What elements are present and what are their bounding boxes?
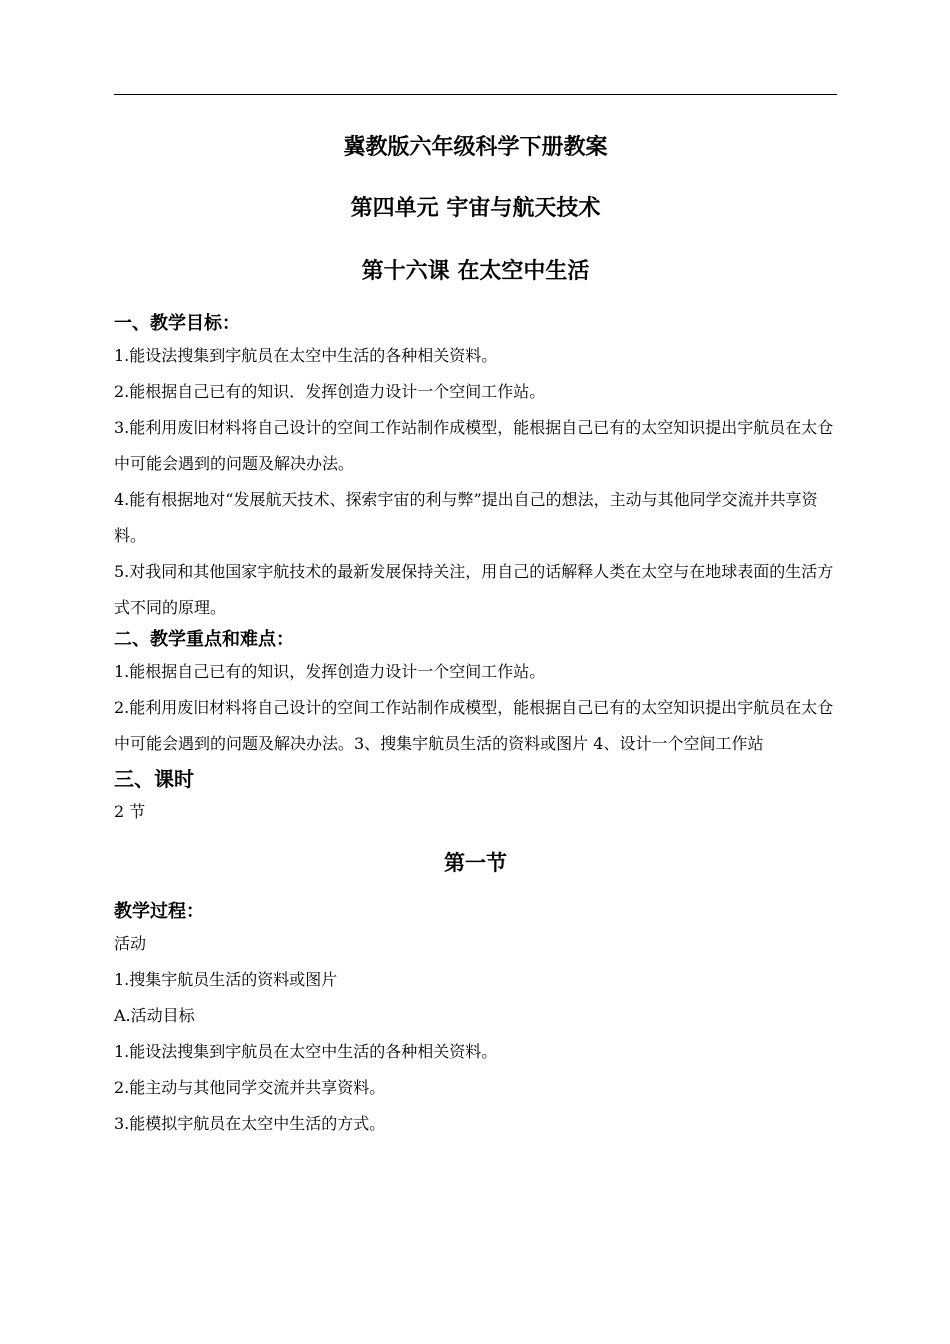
objective-item: 2.能根据自己已有的知识．发挥创造力设计一个空间工作站。 [114, 382, 546, 401]
document-body [114, 126, 837, 1142]
objective-item: 1.能设法搜集到宇航员在太空中生活的各种相关资料。 [114, 346, 498, 365]
lesson-title: 第十六课 在太空中生活 [361, 259, 590, 284]
section-heading-objectives: 一、教学目标： [114, 313, 240, 334]
process-line: 3.能模拟宇航员在太空中生活的方式。 [114, 1114, 386, 1133]
unit-title: 第四单元 宇宙与航天技术 [350, 196, 601, 221]
process-line: 1.搜集宇航员生活的资料或图片 [114, 970, 338, 989]
objective-item: 5.对我同和其他国家宇航技术的最新发展保持关注，用自己的话解释人类在太空与在地球表面的生活方式不同的原理。 [114, 562, 834, 617]
section-heading-key-points: 二、教学重点和难点： [114, 629, 294, 650]
key-point-item: 1.能根据自己已有的知识，发挥创造力设计一个空间工作站。 [114, 662, 546, 681]
process-line: 1.能设法搜集到宇航员在太空中生活的各种相关资料。 [114, 1042, 498, 1061]
header-rule [114, 94, 837, 95]
process-heading: 教学过程： [114, 901, 204, 922]
part-title: 第一节 [444, 851, 507, 875]
key-point-item: 2.能利用废旧材料将自己设计的空间工作站制作成模型，能根据自己已有的太空知识提出宇航员在太仓中可能会遇到的问题及解决办法。3、搜集宇航员生活的资料或图片 4、设计一个空间工作站 [114, 698, 834, 753]
objective-item: 3.能利用废旧材料将自己设计的空间工作站制作成模型，能根据自己已有的太空知识提出宇航员在太仓中可能会遇到的问题及解决办法。 [114, 418, 834, 473]
process-line: 2.能主动与其他同学交流并共享资料。 [114, 1078, 386, 1097]
document-title: 冀教版六年级科学下册教案 [343, 135, 608, 160]
process-line: 活动 [114, 934, 147, 953]
section-heading-periods: 三、课时 [114, 767, 194, 791]
process-line: A.活动目标 [114, 1006, 195, 1025]
objective-item: 4.能有根据地对“发展航天技术、探索宇宙的利与弊”提出自己的想法，主动与其他同学交流并共享资料。 [114, 490, 818, 545]
period-count: 2 节 [114, 802, 146, 821]
